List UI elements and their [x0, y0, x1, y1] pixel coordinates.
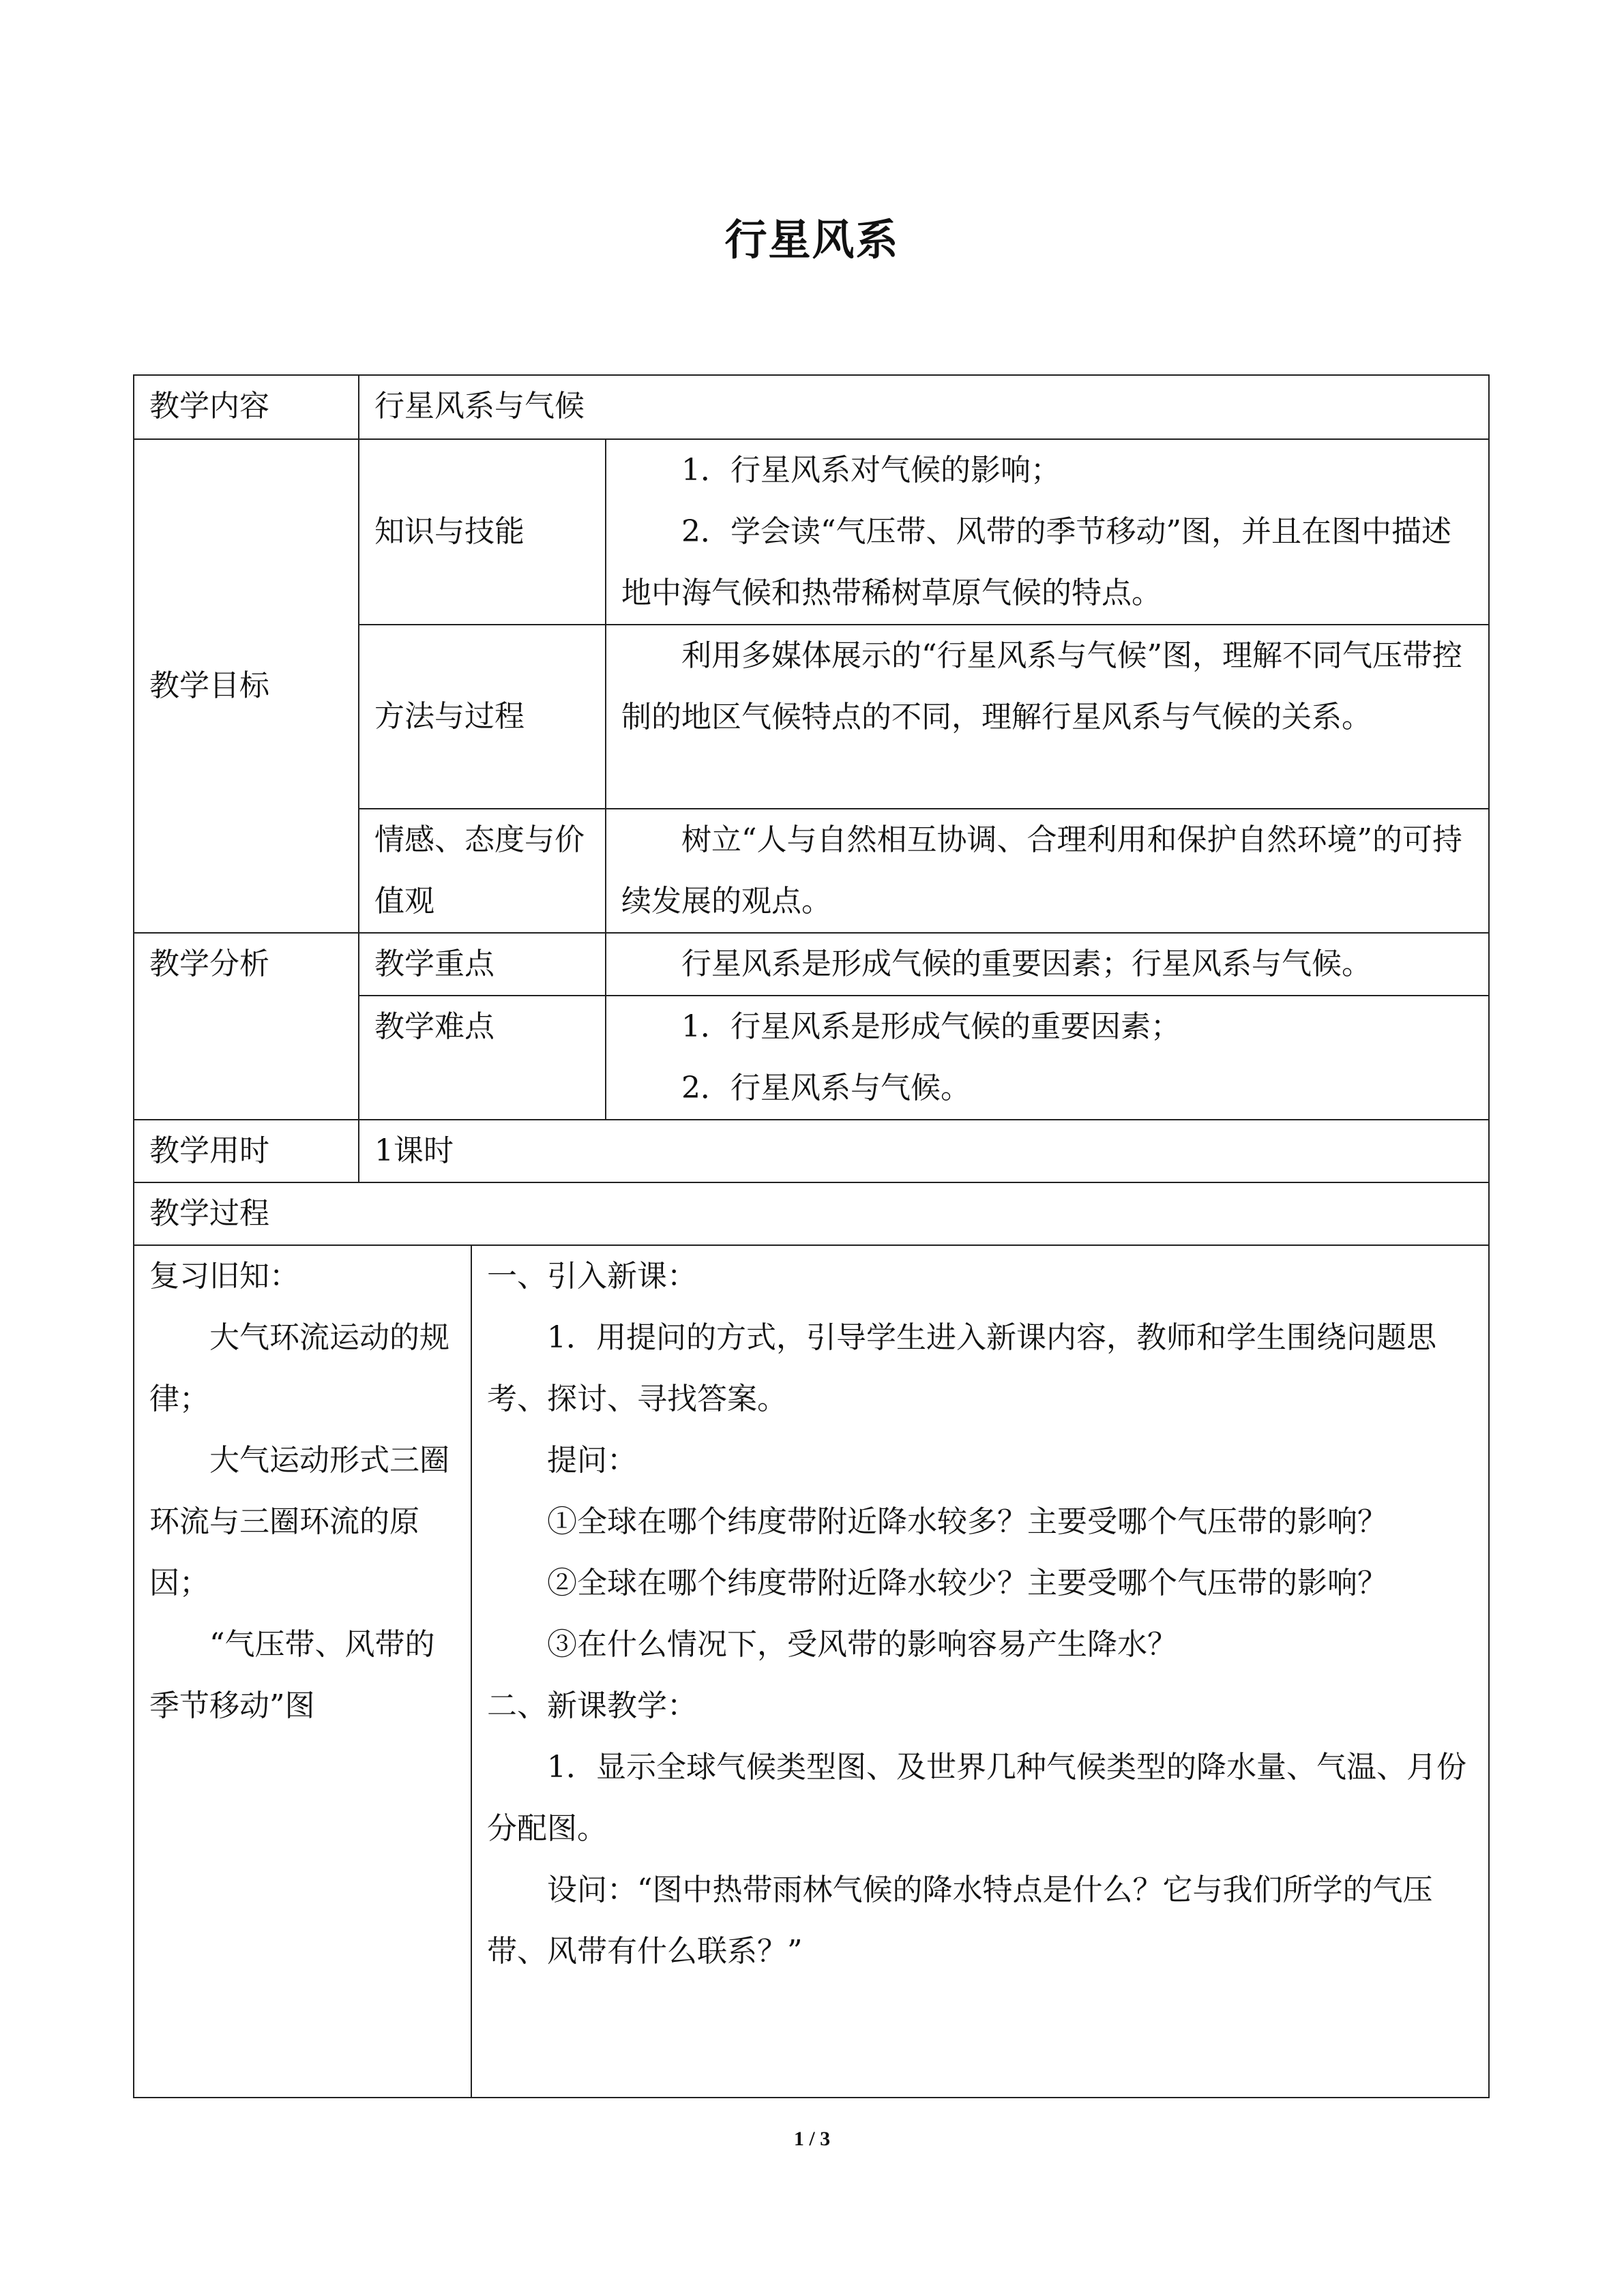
emotion-content	[606, 809, 1489, 933]
key-label: 教学重点	[359, 933, 606, 996]
review-item: 大气环流运动的规律；	[149, 1320, 449, 1416]
section-heading: 一、引入新课：	[487, 1259, 697, 1294]
content-row	[134, 375, 1489, 439]
process-paragraph: 提问：	[547, 1443, 637, 1478]
knowledge-line: 1．行星风系对气候的影响；	[681, 453, 1061, 488]
time-row	[134, 1120, 1489, 1182]
difficulty-label: 教学难点	[359, 996, 606, 1120]
page-title: 行星风系	[724, 215, 900, 265]
process-paragraph: 1．显示全球气候类型图、及世界几种气候类型的降水量、气温、月份分配图。	[487, 1750, 1466, 1846]
method-label: 方法与过程	[359, 625, 606, 809]
process-paragraph: 设问：“图中热带雨林气候的降水特点是什么？它与我们所学的气压带、风带有什么联系？”	[487, 1873, 1433, 1969]
method-line: 利用多媒体展示的“行星风系与气候”图，理解不同气压带控制的地区气候特点的不同，理解行星风系与气候的关系。	[621, 638, 1462, 734]
key-content	[606, 933, 1489, 996]
difficulty-line: 1．行星风系是形成气候的重要因素；	[681, 1009, 1181, 1044]
emotion-label: 情感、态度与价值观	[359, 809, 606, 933]
question-paragraph: ①全球在哪个纬度带附近降水较多？主要受哪个气压带的影响？	[547, 1504, 1387, 1539]
section-heading: 二、新课教学：	[487, 1688, 697, 1723]
question-paragraph: ②全球在哪个纬度带附近降水较少？主要受哪个气压带的影响？	[547, 1566, 1387, 1600]
process-label: 教学过程	[134, 1182, 1489, 1245]
lesson-plan-table	[133, 374, 1490, 2098]
knowledge-label: 知识与技能	[359, 439, 606, 625]
question-paragraph: ③在什么情况下，受风带的影响容易产生降水？	[547, 1627, 1177, 1662]
difficulty-line: 2．行星风系与气候。	[681, 1071, 971, 1105]
content-label: 教学内容	[134, 375, 359, 439]
knowledge-line: 2．学会读“气压带、风带的季节移动”图，并且在图中描述地中海气候和热带稀树草原气候的特点。	[621, 514, 1451, 610]
process-paragraph: 1．用提问的方式，引导学生进入新课内容，教师和学生围绕问题思考、探讨、寻找答案。	[487, 1320, 1436, 1416]
page-number: 1 / 3	[793, 2128, 831, 2150]
process-header-row	[134, 1182, 1489, 1245]
objectives-label: 教学目标	[134, 439, 359, 933]
review-column	[134, 1245, 471, 2098]
difficulty-content	[606, 996, 1489, 1120]
method-content	[606, 625, 1489, 809]
process-body-row	[134, 1245, 1489, 2098]
objective-knowledge-row	[134, 439, 1489, 625]
emotion-line: 树立“人与自然相互协调、合理利用和保护自然环境”的可持续发展的观点。	[621, 822, 1462, 919]
key-line: 行星风系是形成气候的重要因素；行星风系与气候。	[681, 946, 1372, 981]
time-label: 教学用时	[134, 1120, 359, 1182]
teaching-column	[471, 1245, 1489, 2098]
review-heading: 复习旧知：	[149, 1259, 299, 1294]
analysis-key-row	[134, 933, 1489, 996]
review-item: 大气运动形式三圈环流与三圈环流的原因；	[149, 1443, 449, 1600]
time-value: 1课时	[359, 1120, 1489, 1182]
knowledge-content	[606, 439, 1489, 625]
review-item: “气压带、风带的季节移动”图	[149, 1627, 435, 1723]
analysis-label: 教学分析	[134, 933, 359, 1120]
content-value: 行星风系与气候	[359, 375, 1489, 439]
